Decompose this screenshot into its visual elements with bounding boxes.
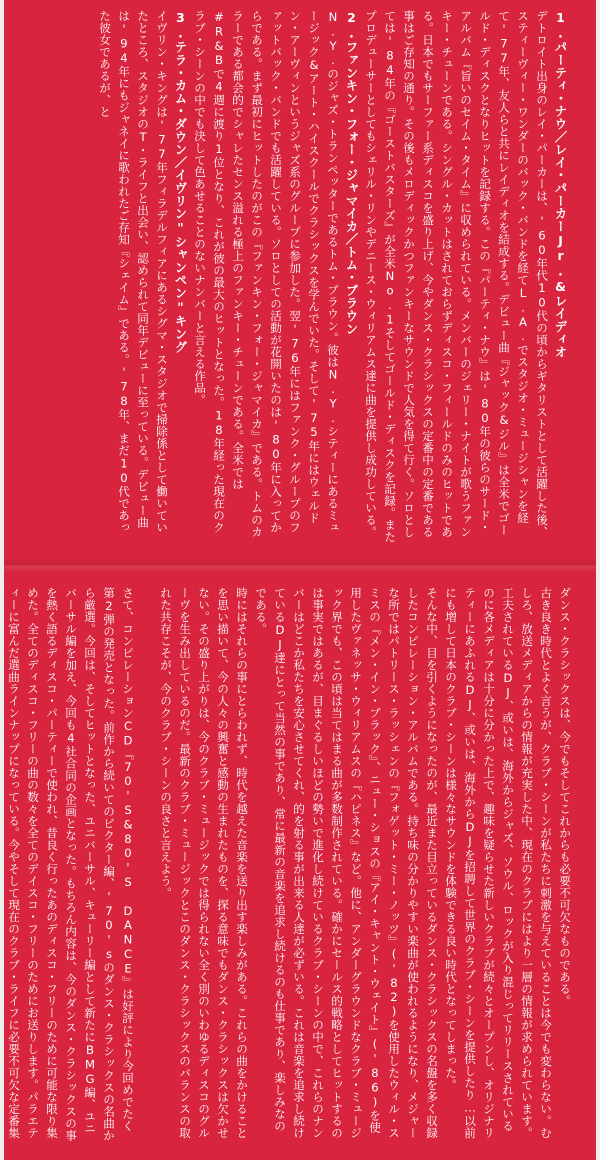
body-paragraph: ダンス・クラシックスは、今でもそしてこれからも必要不可欠なものである。 xyxy=(558,587,572,1007)
body-paragraph: さて、コンピレーションCD『70'S&80'S DANCE』は好評により今回めでたく第2弾の発売となった。前作から続いてのビクター編、'70'sのダンス・クラシックスの名曲から厳選。今回は、そしてヒットとなった、ユニバーサル、キューリー編として新たにBMG編、ユニバーサル編を加え、今回も4社合同の企画となった。もちろん内容は、今のダンス・クラシックスの事を熱く語るディスコ・パーティーで使われ、昔良く行ったあのディスコ・フリーのために可能な限り集めた。全てのディスコ・フリーの曲の数々を全てのデイスコ・フリーのためにお送りします。パラエティーに富んだ選曲ラインナップになっている。今やそして現在のクラブ・ライフに必要不可欠な定番集 xyxy=(7,587,135,1142)
track-heading: 2.ファンキン・フォー・ジャマイカ／トム・ブラウン xyxy=(344,10,359,336)
top-panel-vertical-text xyxy=(95,10,570,545)
liner-notes-bottom-panel xyxy=(0,565,600,1160)
body-paragraph: 時にはそれらの事にとらわれず、時代を越えた音楽を送り出す楽しみがある。これらの曲をかけることを思い描いて、今の人々の興奮と感動の生まれたものを、探る意味でもダンス・クラシックスは欠かせない。その盛り上がりは、今のクラブ・ミュージックでは得られない全く別のいわゆるディスコのグルーヴを生み出しているのだ。最新のクラブ・ミュージックとこのダンス・クラシックスのバランスの取れた共存こそが、今のクラブ・シーンの良さと言えよう。 xyxy=(159,587,249,1139)
liner-notes-top-panel xyxy=(0,0,600,565)
track-heading: 3.テラ・カム・ダウン／イヴリン"シャンペン"キング xyxy=(173,10,188,354)
right-paper-edge xyxy=(596,0,600,1160)
bottom-panel-vertical-text xyxy=(0,587,574,1142)
body-paragraph: N.Y.のジャズ・トランペッターであるトム・ブラウン。彼はN.Y.シティーにあるミュージック&アート・ハイスクールでクラシックスを学んでいた。そして'75年にはウェルドン・アーヴィンというジャズ系のグループに参加した。翌'76年にはファンク・グループのファットバック・バンドでも活躍している。ソロとしての活動が花開いたのは'80年に入ってからである。まず最初にヒットしたのがこの『ファンキン・フォー・ジャマイカ』である。トムのカラーである都会的でシャレたセンス溢れる極上のファンキー・チューンである。全米では#R&Bで4週に渡り1位となり、これが彼の最大のヒットとなった。18年経った現在のクラブ・シーンの中でも決して色あせることのないナンバーと言える作品。 xyxy=(193,10,340,538)
body-paragraph: イヴリン・キングは'77年フィラデルフィアにあるシグマ・スタジオで掃除係として働いていたところ、スタジオのT・ライフと出会い、認められて同年デビューに至っている。デビュー曲は'94年にもジャネイに歌われたご存知『シェイム』である。'78年、まだ10代であった彼女であるが、と xyxy=(98,10,169,534)
body-paragraph: そんな中、目を引くようになったのが、最近また目立っているダンス・クラシックスの名盤を多く収録したコンピレーション・アルバムである。持ち味の分かりやすい楽曲が使われるようになり、メジャーな所ではパトリース・ラッシェンの『フォゲット・ミー・ノッツ』('82)を使用したウィル・スミスの『メン・イン・ブラック』、ニュー・ショスの『アイ・キャント・ウェイト』('86)を使用したヴァネッサ・ウィリアムスの『ハピネス』など。他に、アンダーグラウンドなクラブ・ミュージック界でも、この頃は当てはまる曲が多数制作されている。確かにセールス的戦略としてヒットするのは事実ではあるが、目まぐるしいほどの勢いで進化し続けているクラブ・シーンの中で、これらのナンバーはどこか私たちを安心させてくれ、的を射る事が出来る人達が必ずいる。これは音楽を追求し続けているDJ達にとって当然の事であり、常に最新の音楽を追求し続けるのも仕事であり、楽しみなのである。 xyxy=(254,587,439,1139)
left-paper-edge xyxy=(0,0,4,1160)
body-paragraph: 古き良き時代とよく言うが、クラブ・シーンが私たちに刺激を与えていることは今でも変わらない。むしろ、放送メディアからの情報が充実した中、現在のクラブにはより一層の情報が求められています。工夫されているDJ、或いは、海外からジャズ、ソウル、ロックが入り混じってリリースされているのに各メディアは十分に分かった上で、趣味を疑らせた新しいクラブが続々とオープンし、オリジナリティーにあふれるDJ、或いは、海外からDJを招聘して世界のクラブ・シーンを提供したり…以前にも増して日本のクラブ・シーンは様々なサウンドを体験できる良い時代となってしまった。 xyxy=(444,587,553,1139)
body-paragraph: デトロイト出身のレイ・パーカーは、'60年代10代の頃からギタリストとして活躍した後、スティーヴィー・ワンダーのバック・バンドを経てL.A.でスタジオ・ミュージシャンを経て'77年、友人らと共にレイディオを結成する。デビュー曲『ジャック&ジル』は全米でゴールド・ディスクとなりヒットを記録する。この『パーティ・ナウ』は'80年の彼らのサード・アルバム『旨いのセイム・タイム』に収められている。メンバーのジェリー・ナイトが歌うファンキー・チューンである。シングル・カットはされておらずディスコ・フィールドのみのヒットである。日本でもサーファー系ディスコを盛り上げ、今やダンス・クラシックスの定番中の定番である事はご存知の通り。その後もメロディックかつファンキーなサウンドで人気を得て行く。ソロとしては'84年の『ゴーストバスターズ』が全米No.1そしてゴールド・ディスクを記録。またプロデューサーとしてもシェリル・リンやデニース・ウィリアムス達に曲を提供し成功している。 xyxy=(364,10,549,543)
track-heading: 1.パーティ・ナウ／レイ・パーカーJr.&レイディオ xyxy=(553,10,568,359)
page-fold-crease xyxy=(0,558,600,572)
